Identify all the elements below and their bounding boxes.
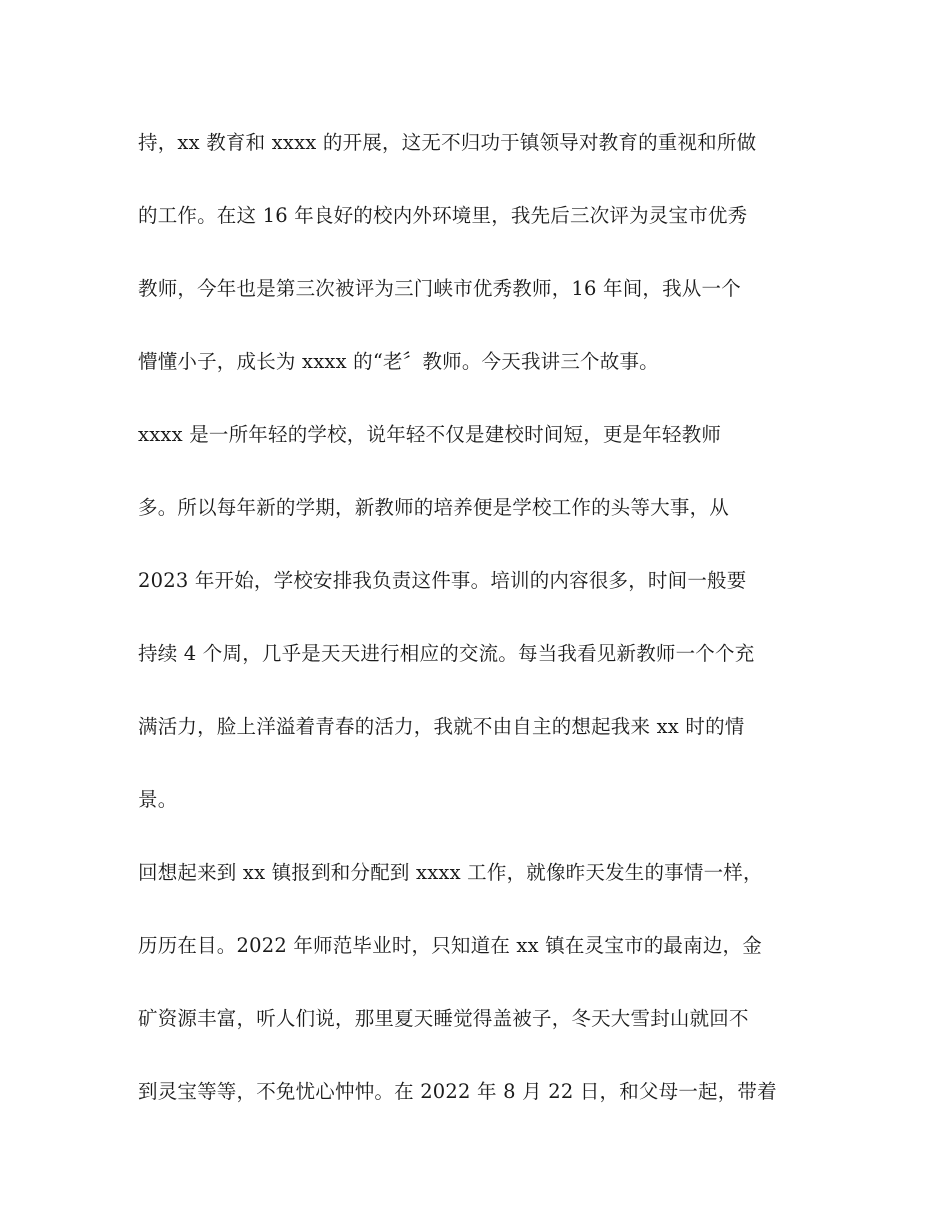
text-line: 持，xx 教育和 xxxx 的开展，这无不归功于镇领导对教育的重视和所做 — [138, 131, 757, 154]
text-line: 满活力，脸上洋溢着青春的活力，我就不由自主的想起我来 xx 时的情 — [138, 715, 745, 738]
text-line: 多。所以每年新的学期，新教师的培养便是学校工作的头等大事，从 — [138, 496, 730, 519]
text-line: 懵懂小子，成长为 xxxx 的“老〞教师。今天我讲三个故事。 — [138, 350, 659, 373]
text-line: 2023 年开始，学校安排我负责这件事。培训的内容很多，时间一般要 — [138, 569, 747, 592]
text-line: 景。 — [138, 788, 178, 811]
text-line: 教师，今年也是第三次被评为三门峡市优秀教师，16 年间，我从一个 — [138, 277, 741, 300]
text-line: 的工作。在这 16 年良好的校内外环境里，我先后三次评为灵宝市优秀 — [138, 204, 748, 227]
text-line: xxxx 是一所年轻的学校，说年轻不仅是建校时间短，更是年轻教师 — [138, 423, 722, 446]
text-line: 持续 4 个周，几乎是天天进行相应的交流。每当我看见新教师一个个充 — [138, 642, 755, 665]
text-line: 矿资源丰富，听人们说，那里夏天睡觉得盖被子，冬天大雪封山就回不 — [138, 1007, 749, 1030]
text-line: 历历在目。2022 年师范毕业时，只知道在 xx 镇在灵宝市的最南边，金 — [138, 934, 762, 957]
text-line: 到灵宝等等，不免忧心忡忡。在 2022 年 8 月 22 日，和父母一起，带着 — [138, 1080, 777, 1103]
text-line: 回想起来到 xx 镇报到和分配到 xxxx 工作，就像昨天发生的事情一样， — [138, 861, 763, 884]
